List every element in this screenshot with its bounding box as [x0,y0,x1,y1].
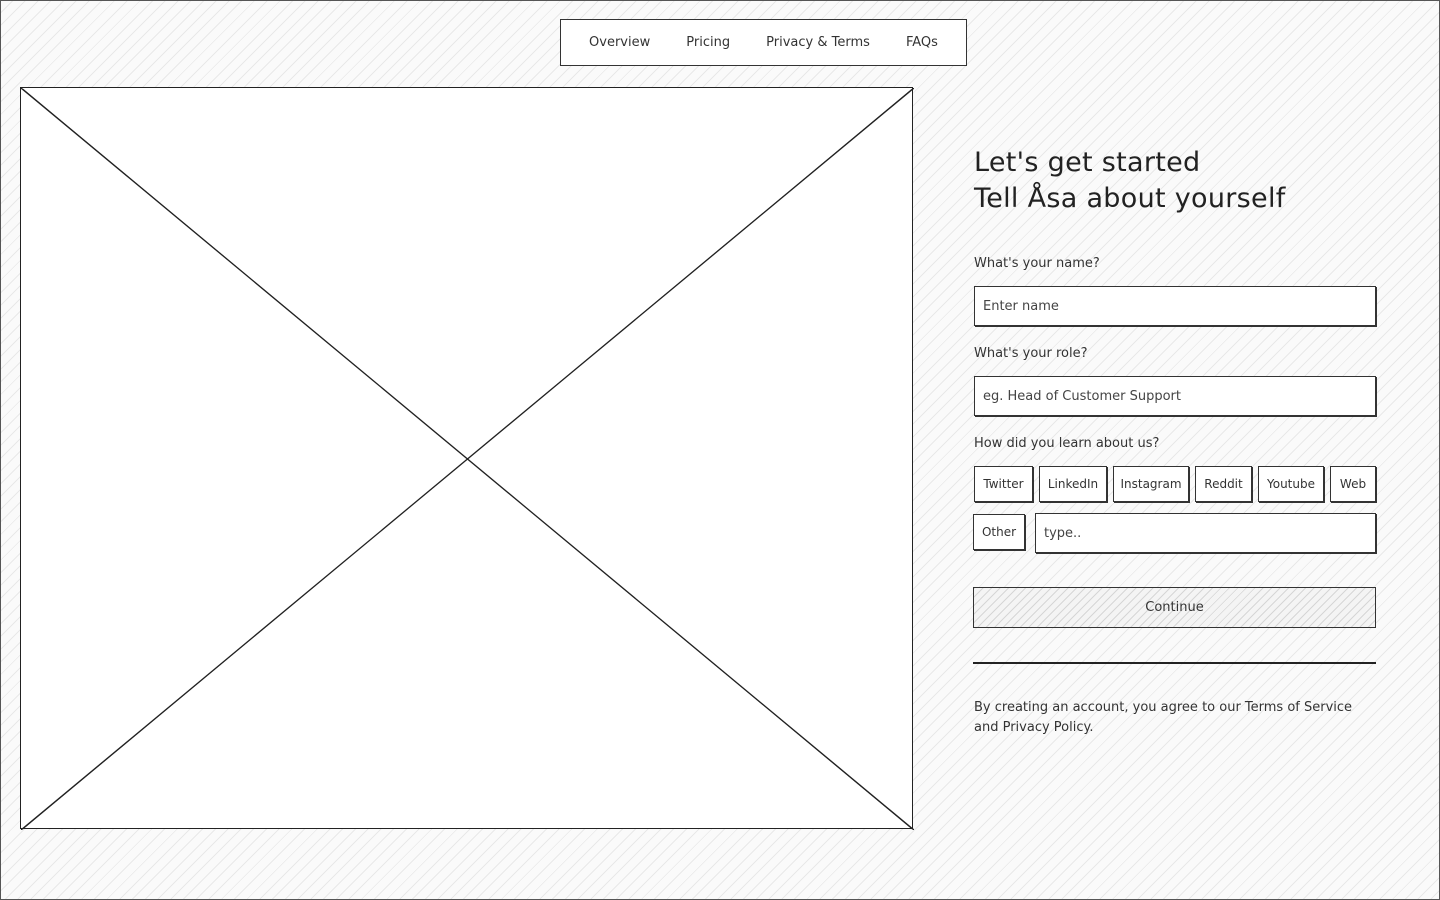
top-nav [560,19,967,66]
heading-line-2: Tell Åsa about yourself [974,183,1286,214]
name-input[interactable] [974,286,1376,326]
terms-suffix: . [1089,720,1094,735]
terms-and: and [974,720,1003,735]
image-placeholder [20,87,913,829]
continue-button[interactable]: Continue [973,587,1376,628]
nav-item-pricing[interactable]: Pricing [686,35,731,50]
nav-item-privacy-terms[interactable]: Privacy & Terms [766,35,870,50]
source-chip-reddit[interactable]: Reddit [1195,466,1252,502]
role-input[interactable] [974,376,1376,416]
nav-item-faqs[interactable]: FAQs [905,35,938,50]
source-chip-web[interactable]: Web [1330,466,1376,502]
source-chip-other[interactable]: Other [973,514,1025,550]
signup-heading [974,145,1376,217]
heading-line-1: Let's get started [974,147,1201,178]
name-label: What's your name? [974,256,1100,271]
terms-of-service-link[interactable]: Terms of Service [1244,700,1353,715]
image-placeholder-cross [21,88,914,830]
source-chip-youtube[interactable]: Youtube [1258,466,1324,502]
source-chip-linkedin[interactable]: LinkedIn [1039,466,1107,502]
terms-prefix: By creating an account, you agree to our [974,700,1245,715]
divider [973,662,1376,664]
role-label: What's your role? [974,346,1088,361]
source-chip-twitter[interactable]: Twitter [974,466,1033,502]
source-chip-instagram[interactable]: Instagram [1113,466,1189,502]
nav-item-overview[interactable]: Overview [589,35,651,50]
terms-text [974,698,1374,738]
privacy-policy-link[interactable]: Privacy Policy [1002,720,1090,735]
other-source-input[interactable] [1035,513,1376,553]
source-label: How did you learn about us? [974,436,1160,451]
